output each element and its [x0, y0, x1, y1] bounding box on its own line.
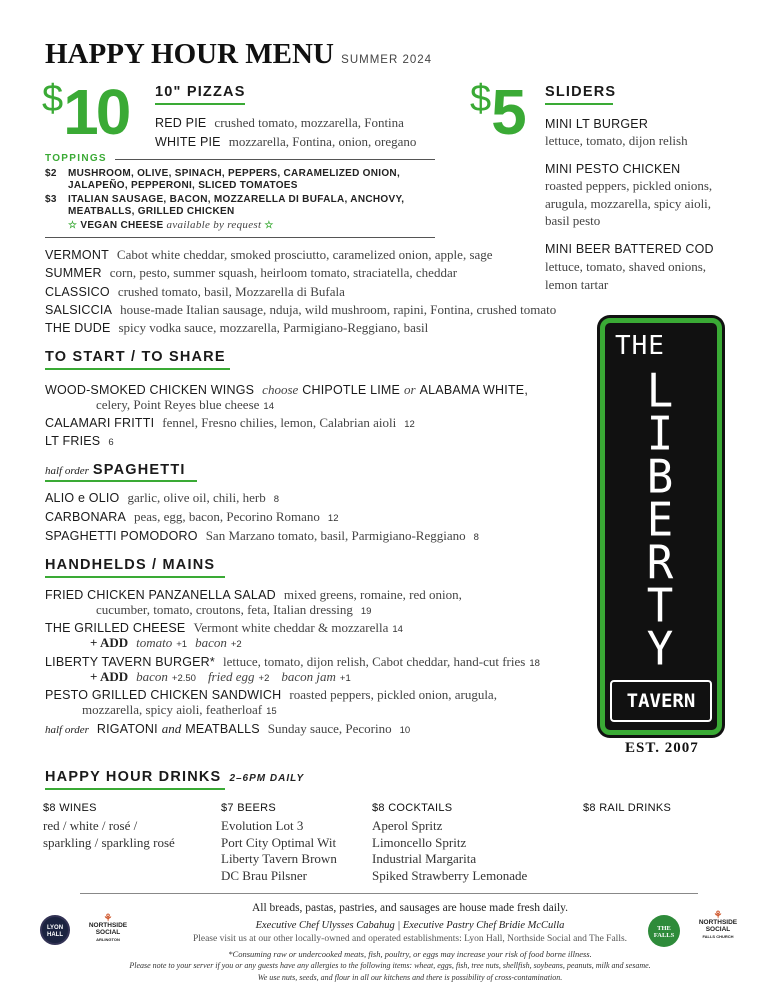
item-name: LIBERTY TAVERN BURGER*: [45, 655, 215, 669]
drink-item: Aperol Spritz: [372, 818, 443, 833]
item-price: 19: [360, 606, 372, 617]
menu-item-rigatoni: [45, 720, 410, 738]
item-name: RIGATONI: [96, 722, 158, 736]
footer-allergy-note: Please note to your server if you or any guests have any allergies to the following items: wheat, eggs, fish, tree nuts, shellfish, soybeans, peanuts, milk and sesame.: [129, 961, 651, 970]
topping-list: MUSHROOM, OLIVE, SPINACH, PEPPERS, CARAMELIZED ONION,: [68, 168, 401, 179]
item-name: SPAGHETTI POMODORO: [45, 529, 198, 543]
item-desc: celery, Point Reyes blue cheese: [96, 397, 260, 412]
dollar-sign: $: [42, 78, 64, 120]
slider-desc: lettuce, tomato, shaved onions,: [545, 259, 707, 274]
item-desc: Sunday sauce, Pecorino: [267, 721, 392, 736]
drink-item: Limoncello Spritz: [372, 834, 467, 850]
item-price: 12: [327, 513, 339, 524]
item-name: CARBONARA: [45, 510, 126, 524]
sliders-price: [470, 76, 527, 148]
addon-price: +1: [176, 639, 188, 650]
addon-price: +1: [339, 673, 351, 684]
lyon-hall-logo: [40, 915, 70, 945]
divider: [115, 159, 435, 160]
item-desc: house-made Italian sausage, nduja, wild mushroom, rapini, Fontina, crushed tomato: [120, 301, 557, 317]
northside-social-logo: [88, 915, 128, 943]
addon: bacon: [136, 669, 168, 684]
item-desc: crushed tomato, basil, Mozzarella di Bufala: [117, 283, 345, 299]
item-choose: choose: [262, 382, 299, 397]
heading-underline: [45, 368, 230, 370]
logo-letter: L: [646, 364, 674, 419]
vegan-desc: available by request: [166, 219, 262, 231]
item-name: VERMONT: [45, 248, 109, 262]
drinks-column-heading: $8 WINES: [43, 802, 97, 814]
footer-cross-contamination: We use nuts, seeds, and flour in all our kitchens and there is possibility of cross-contamination.: [257, 973, 563, 982]
logo-tavern: TAVERN: [610, 680, 712, 722]
item-name: RED PIE: [155, 116, 207, 130]
drink-item: sparkling / sparkling rosé: [43, 834, 175, 850]
addon: fried egg: [207, 669, 255, 684]
dollar-sign: $: [470, 78, 492, 120]
spaghetti-item: [45, 508, 339, 526]
item-desc: lettuce, tomato, dijon relish, Cabot cheddar, hand-cut fries: [222, 654, 526, 669]
pizza-special: [45, 264, 457, 282]
item-desc: San Marzano tomato, basil, Parmigiano-Reggiano: [205, 528, 466, 543]
item-desc: peas, egg, bacon, Pecorino Romano: [133, 509, 320, 524]
pizza-special: [45, 319, 428, 337]
item-name: SUMMER: [45, 266, 102, 281]
slider-name: MINI PESTO CHICKEN: [545, 162, 681, 176]
logo-text: NORTHSIDE SOCIAL: [88, 922, 128, 936]
item-name: FRIED CHICKEN PANZANELLA SALAD: [45, 588, 276, 602]
item-desc: Cabot white cheddar, smoked prosciutto, caramelized onion, apple, sage: [116, 247, 493, 262]
drinks-column-heading: $8 COCKTAILS: [372, 802, 453, 814]
item-name: ALIO e OLIO: [45, 491, 120, 505]
slider-desc: basil pesto: [545, 213, 601, 228]
item-desc: crushed tomato, mozzarella, Fontina: [214, 115, 404, 130]
logo-letter: E: [646, 493, 674, 548]
pizza-item: [155, 114, 404, 132]
start-heading: TO START / TO SHARE: [45, 349, 226, 365]
drink-item: DC Brau Pilsner: [221, 867, 307, 883]
item-desc: spicy vodka sauce, mozzarella, Parmigiano-Reggiano, basil: [118, 320, 429, 336]
item-desc: corn, pesto, summer squash, heirloom tomato, straciatella, cheddar: [109, 265, 458, 281]
spaghetti-item: [45, 527, 479, 545]
northside-social-falls-church-logo: [697, 912, 739, 940]
price-value: 10: [63, 76, 129, 148]
addon: bacon jam: [281, 669, 336, 684]
item-desc: roasted peppers, pickled onion, arugula,: [289, 687, 497, 702]
pizza-special: [45, 301, 556, 319]
slider-desc: roasted peppers, pickled onions,: [545, 178, 713, 193]
item-name: PESTO GRILLED CHICKEN SANDWICH: [45, 688, 282, 702]
item-option: ALABAMA WHITE,: [419, 383, 528, 397]
title-text: HAPPY HOUR MENU: [45, 38, 334, 70]
drink-item: Liberty Tavern Brown: [221, 851, 337, 866]
spaghetti-heading: [45, 461, 186, 479]
logo-text: LYON HALL: [46, 925, 64, 938]
item-name: MEATBALLS: [185, 722, 260, 736]
add-ons: [90, 668, 351, 686]
page-title: [45, 38, 432, 71]
topping-price: $2: [45, 168, 57, 179]
heading-underline: [545, 103, 613, 105]
vegan-label: VEGAN CHEESE: [80, 220, 164, 231]
slider-desc: lettuce, tomato, dijon relish: [545, 133, 688, 148]
heading-underline: [155, 103, 245, 105]
item-price: 15: [266, 706, 277, 717]
footer-consuming-warning: *Consuming raw or undercooked meats, fish, poultry, or eggs may increase your risk of food borne illness.: [228, 949, 592, 959]
drink-item: red / white / rosé /: [43, 818, 138, 833]
slider-name: MINI BEER BATTERED COD: [545, 242, 714, 256]
item-desc: Vermont white cheddar & mozzarella: [193, 620, 389, 635]
logo-sub: ARLINGTON: [96, 937, 120, 942]
item-price: 8: [473, 532, 479, 543]
item-price: 18: [529, 658, 540, 669]
item-name: SALSICCIA: [45, 302, 113, 317]
drinks-hours: 2–6PM DAILY: [229, 773, 305, 784]
addon: tomato: [136, 635, 173, 650]
item-name: WOOD-SMOKED CHICKEN WINGS: [45, 383, 255, 397]
item-and: and: [161, 721, 182, 736]
item-name: THE GRILLED CHEESE: [45, 621, 186, 635]
vegan-note: [68, 219, 274, 231]
addon-price: +2: [230, 639, 242, 650]
logo-letter: Y: [646, 622, 674, 677]
slider-name: MINI LT BURGER: [545, 117, 649, 131]
drinks-heading: [45, 768, 304, 786]
divider: [45, 237, 435, 238]
est-label: EST. 2007: [625, 740, 699, 756]
footer-house-made: All breads, pastas, pastries, and sausages are house made fresh daily.: [251, 902, 569, 914]
logo-the: THE: [615, 331, 665, 361]
menu-item-calamari: [45, 414, 415, 432]
add-label: + ADD: [90, 669, 129, 684]
logo-sub: FALLS CHURCH: [702, 934, 734, 939]
item-name: CLASSICO: [45, 284, 110, 299]
spaghetti-item: [45, 489, 279, 507]
menu-item-salad-desc: [96, 601, 371, 619]
slider-desc: lemon tartar: [545, 277, 609, 292]
item-option: CHIPOTLE LIME: [302, 383, 401, 397]
logo-letter: R: [646, 536, 674, 591]
item-desc: fennel, Fresno chilies, lemon, Calabrian aioli: [162, 415, 397, 430]
addon: bacon: [195, 635, 227, 650]
item-name: LT FRIES: [45, 434, 101, 448]
item-price: 6: [108, 437, 114, 448]
drink-item: Evolution Lot 3: [221, 818, 304, 833]
menu-item-wings-desc: [96, 396, 274, 414]
item-price: 14: [263, 401, 274, 412]
pizza-special: [45, 246, 493, 264]
logo-mark: ⚘: [103, 913, 113, 924]
logo-text: THE FALLS: [653, 925, 675, 939]
drink-item: Industrial Margarita: [372, 851, 477, 866]
liberty-tavern-logo: [600, 318, 722, 735]
logo-letter: I: [646, 407, 674, 462]
star-icon: ☆: [68, 220, 78, 231]
pizza-price: [42, 76, 129, 148]
topping-list: JALAPEÑO, PEPPERONI, SLICED TOMATOES: [68, 180, 298, 191]
heading-underline: [45, 576, 225, 578]
pizza-special: [45, 283, 345, 301]
half-order-label: half order: [45, 724, 89, 736]
price-value: 5: [491, 76, 527, 148]
item-desc: mozzarella, Fontina, onion, oregano: [228, 134, 417, 149]
item-price: 8: [273, 494, 280, 505]
menu-item-fries: [45, 432, 114, 450]
item-desc: mixed greens, romaine, red onion,: [283, 587, 462, 602]
item-desc: garlic, olive oil, chili, herb: [127, 490, 266, 505]
item-price: 14: [392, 624, 403, 635]
item-desc: cucumber, tomato, croutons, feta, Italian dressing: [96, 602, 353, 617]
mains-heading: HANDHELDS / MAINS: [45, 557, 216, 573]
pizza-item: [155, 133, 416, 151]
heading-text: HAPPY HOUR DRINKS: [45, 769, 222, 785]
footer-establishments: Please visit us at our other locally-owned and operated establishments: Lyon Hall, Northside Social and The Falls.: [192, 934, 628, 944]
drink-item: Spiked Strawberry Lemonade: [372, 867, 528, 883]
sliders-heading: SLIDERS: [545, 84, 617, 100]
footer-chefs: Executive Chef Ulysses Cabahug | Executive Pastry Chef Bridie McCulla: [255, 920, 565, 931]
star-icon: ☆: [264, 220, 274, 231]
logo-mark: ⚘: [713, 910, 723, 921]
addon-price: +2: [258, 673, 270, 684]
topping-list: MEATBALLS, GRILLED CHICKEN: [68, 206, 235, 217]
logo-text: NORTHSIDE SOCIAL: [698, 919, 738, 933]
logo-letter: T: [646, 579, 674, 634]
heading-text: SPAGHETTI: [92, 462, 186, 478]
drinks-column-heading: $8 RAIL DRINKS: [583, 802, 672, 814]
item-desc: mozzarella, spicy aioli, featherloaf: [82, 702, 263, 717]
addon-price: +2.50: [171, 673, 196, 684]
drinks-column-heading: $7 BEERS: [221, 802, 276, 814]
add-label: + ADD: [90, 635, 129, 650]
half-order-label: half order: [45, 465, 89, 477]
heading-underline: [45, 788, 225, 790]
drink-item: Port City Optimal Wit: [221, 834, 337, 850]
menu-item-pesto-desc: [82, 701, 277, 719]
logo-letter: B: [646, 450, 674, 505]
toppings-label: TOPPINGS: [45, 153, 107, 164]
heading-underline: [45, 480, 197, 482]
item-name: WHITE PIE: [155, 135, 221, 149]
item-name: THE DUDE: [45, 321, 111, 336]
topping-list: ITALIAN SAUSAGE, BACON, MOZZARELLA DI BUFALA, ANCHOVY,: [68, 194, 405, 205]
topping-price: $3: [45, 194, 57, 205]
item-price: 12: [404, 419, 415, 430]
divider: [80, 893, 698, 894]
season-label: SUMMER 2024: [341, 54, 433, 66]
item-price: 10: [399, 725, 411, 736]
slider-desc: arugula, mozzarella, spicy aioli,: [545, 196, 712, 211]
add-ons: [90, 634, 242, 652]
pizza-heading: 10" PIZZAS: [155, 84, 246, 100]
item-name: CALAMARI FRITTI: [45, 416, 155, 430]
item-or: or: [404, 382, 416, 397]
the-falls-logo: [648, 915, 680, 947]
